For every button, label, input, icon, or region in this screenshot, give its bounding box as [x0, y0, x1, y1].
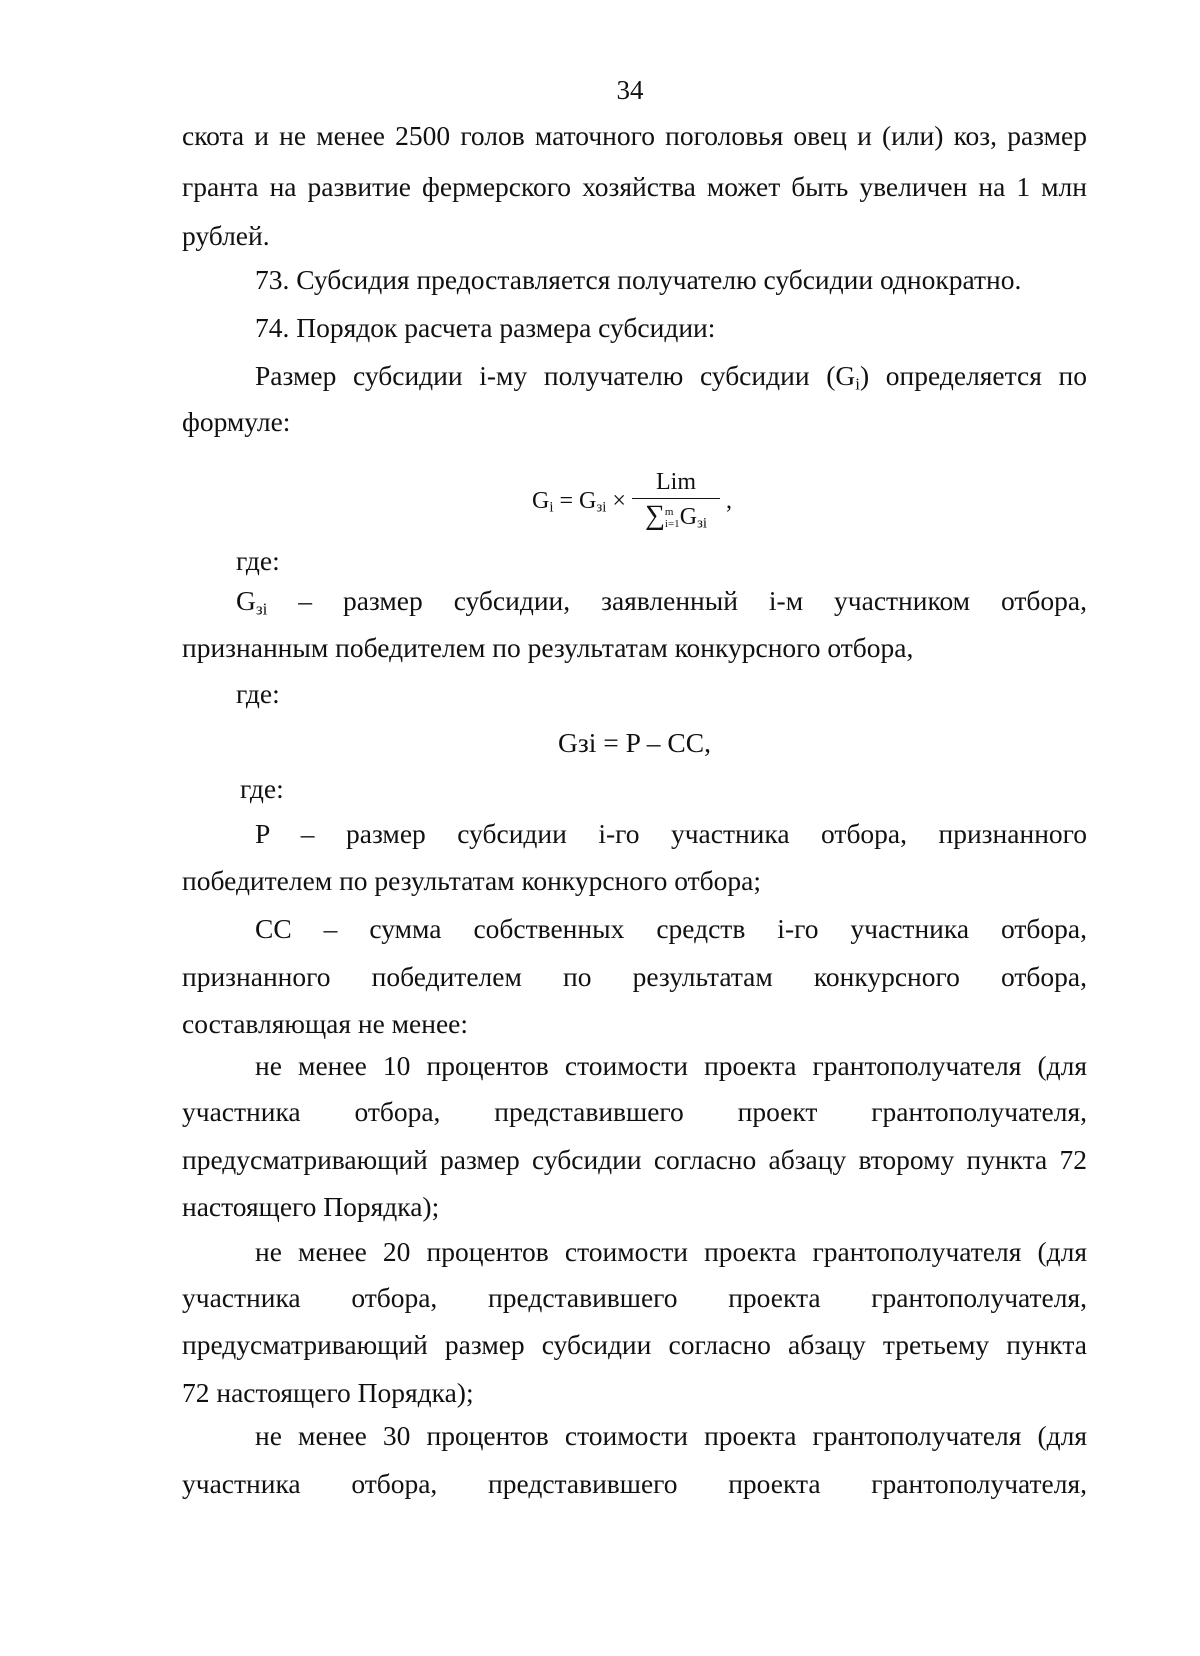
formula-fraction [632, 468, 720, 532]
definition-p: P – размер субсидии i-го участника отбора, признанного [255, 818, 1087, 849]
sigma-lower: i=1 [664, 518, 680, 531]
formula-subscript: i [549, 499, 554, 516]
paragraph-line: участника отбора, представившего проекта грантополучателя, [182, 1468, 1087, 1499]
paragraph-line: победителем по результатам конкурсного отбора; [182, 865, 761, 896]
formula-denominator [632, 501, 720, 532]
paragraph-line: формуле: [182, 406, 291, 437]
paragraph-line [255, 352, 1087, 400]
formula-g3i: Gзi = P – CC, [558, 727, 711, 758]
sigma-upper: m [664, 506, 674, 519]
formula-lhs [532, 488, 626, 515]
formula-subscript: зi [596, 499, 607, 516]
where-label: где: [236, 678, 280, 709]
text-run: ) определяется по [859, 360, 1087, 391]
definition-g3i [236, 577, 1087, 625]
text-run: – размер субсидии, заявленный i-м участником отбора, [267, 585, 1087, 616]
text-run: Размер субсидии i-му получателю субсидии (G [255, 360, 856, 391]
where-label: где: [236, 545, 280, 576]
symbol: G [236, 585, 256, 616]
sigma-symbol: ∑ [644, 500, 665, 531]
page-number: 34 [616, 75, 644, 105]
clause-73: 73. Субсидия предоставляется получателю субсидии однократно. [255, 264, 1022, 295]
formula-symbol: G [532, 488, 550, 514]
subscript: зi [255, 599, 268, 619]
paragraph-line: признанного победителем по результатам конкурсного отбора, [182, 961, 1087, 992]
paragraph-line: участника отбора, представившего проекта грантополучателя, [182, 1282, 1087, 1313]
fraction-bar [632, 498, 720, 499]
formula-subscript: зi [697, 515, 708, 532]
subscript: i [855, 374, 860, 394]
definition-cc: CC – сумма собственных средств i-го участника отбора, [255, 913, 1087, 944]
bullet-30-percent: не менее 30 процентов стоимости проекта грантополучателя (для [255, 1420, 1087, 1451]
formula-equals: = G [553, 488, 597, 514]
paragraph-line: 72 настоящего Порядка); [182, 1377, 474, 1408]
formula-comma: , [726, 488, 732, 514]
paragraph-line: настоящего Порядка); [182, 1191, 440, 1222]
formula-symbol: G [679, 504, 698, 530]
paragraph-line: скота и не менее 2500 голов маточного поголовья овец и (или) коз, размер [182, 120, 1087, 151]
paragraph-line: предусматривающий размер субсидии согласно абзацу третьему пункта [182, 1329, 1087, 1360]
formula-numerator: Lim [656, 469, 696, 495]
clause-74: 74. Порядок расчета размера субсидии: [255, 312, 716, 343]
paragraph-line: гранта на развитие фермерского хозяйства может быть увеличен на 1 млн [182, 171, 1087, 202]
paragraph-line: признанным победителем по результатам конкурсного отбора, [182, 632, 914, 663]
sigma-limits [665, 506, 680, 530]
formula-times: × [606, 488, 626, 514]
paragraph-line: рублей. [182, 220, 270, 251]
paragraph-line: предусматривающий размер субсидии согласно абзацу второму пункта 72 [182, 1144, 1087, 1175]
paragraph-line: участника отбора, представившего проект грантополучателя, [182, 1096, 1087, 1127]
bullet-10-percent: не менее 10 процентов стоимости проекта грантополучателя (для [255, 1050, 1087, 1081]
where-label: где: [240, 773, 284, 804]
bullet-20-percent: не менее 20 процентов стоимости проекта грантополучателя (для [255, 1236, 1087, 1267]
paragraph-line: составляющая не менее: [182, 1008, 469, 1039]
